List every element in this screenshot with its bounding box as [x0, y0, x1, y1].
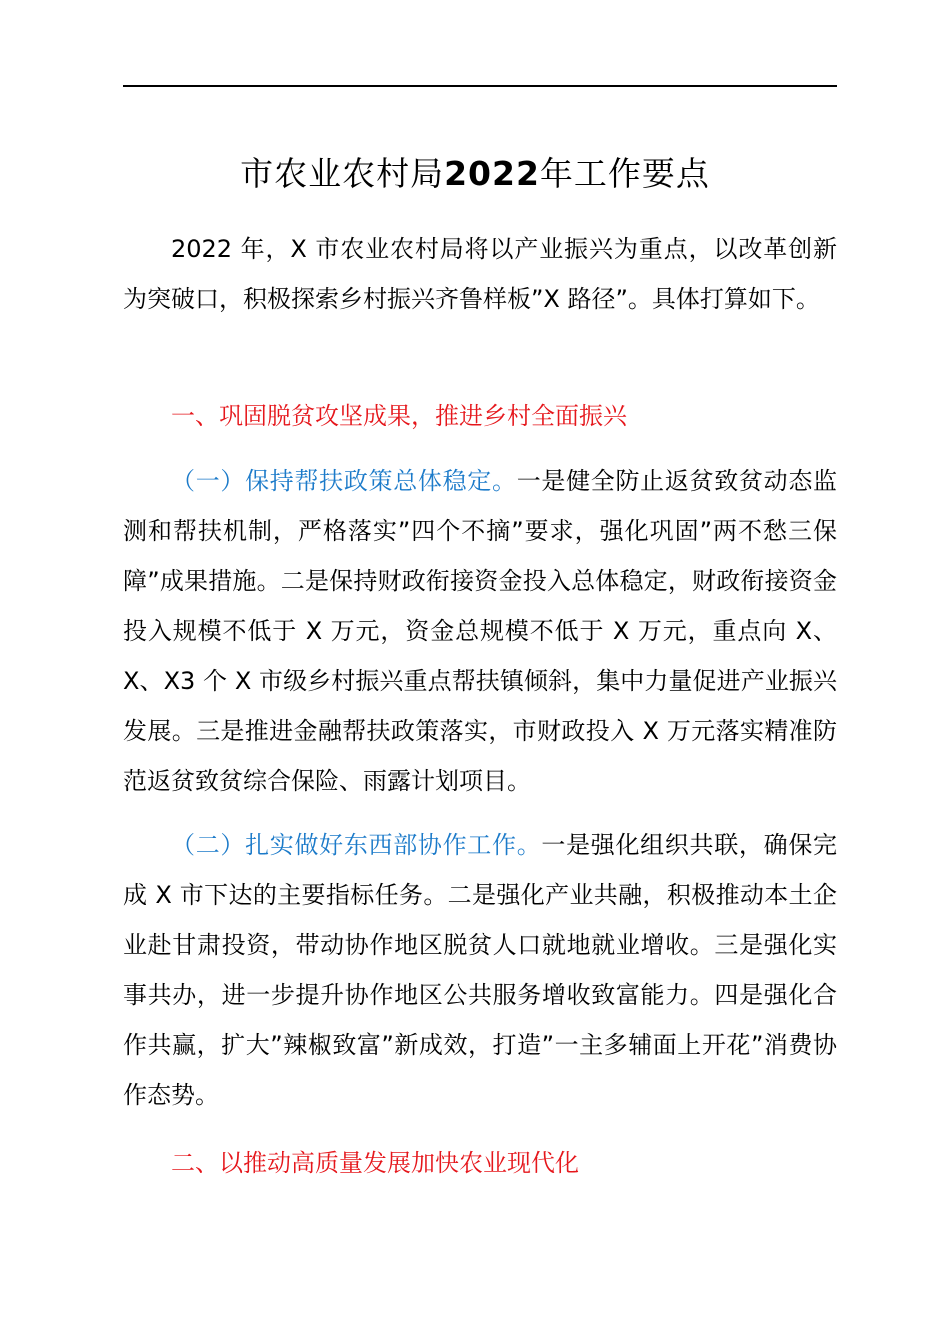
section-heading-1: 一、巩固脱贫攻坚成果，推进乡村全面振兴: [171, 402, 627, 430]
title-year: 2022: [444, 154, 540, 193]
intro-paragraph: 2022 年，X 市农业农村局将以产业振兴为重点，以改革创新为突破口，积极探索乡村振兴齐鲁样板”X 路径”。具体打算如下。: [123, 235, 837, 313]
header-rule: [123, 85, 837, 87]
subsection-paragraph-1: [123, 456, 837, 806]
subsection-paragraph-2: [123, 820, 837, 1120]
title-prefix: 市农业农村局: [240, 154, 445, 193]
subsection-text-2: 一是强化组织共联，确保完成 X 市下达的主要指标任务。二是强化产业共融，积极推动本土企业赴甘肃投资，带动协作地区脱贫人口就地就业增收。三是强化实事共办，进一步提升协作地区公共服务增收致富能力。四是强化合作共赢，扩大”辣椒致富”新成效，打造”一主多辅面上开花”消费协作态势。: [123, 831, 838, 1109]
subsection-text-1: 一是健全防止返贫致贫动态监测和帮扶机制，严格落实”四个不摘”要求，强化巩固”两不愁三保障”成果措施。二是保持财政衔接资金投入总体稳定，财政衔接资金投入规模不低于 X 万元，资金总规模不低于 X 万元，重点向 X、X、X3 个 X 市级乡村振兴重点帮扶镇倾斜，集中力量促进产业振兴发展。三是推进金融帮扶政策落实，市财政投入 X 万元落实精准防范返贫致贫综合保险、雨露计划项目。: [123, 467, 838, 795]
subsection-heading-1: （一）保持帮扶政策总体稳定。: [171, 467, 517, 495]
document-title: [0, 148, 950, 200]
subsection-heading-2: （二）扎实做好东西部协作工作。: [171, 831, 542, 859]
section-heading-2: 二、以推动高质量发展加快农业现代化: [171, 1149, 579, 1177]
title-suffix: 年工作要点: [539, 154, 710, 193]
